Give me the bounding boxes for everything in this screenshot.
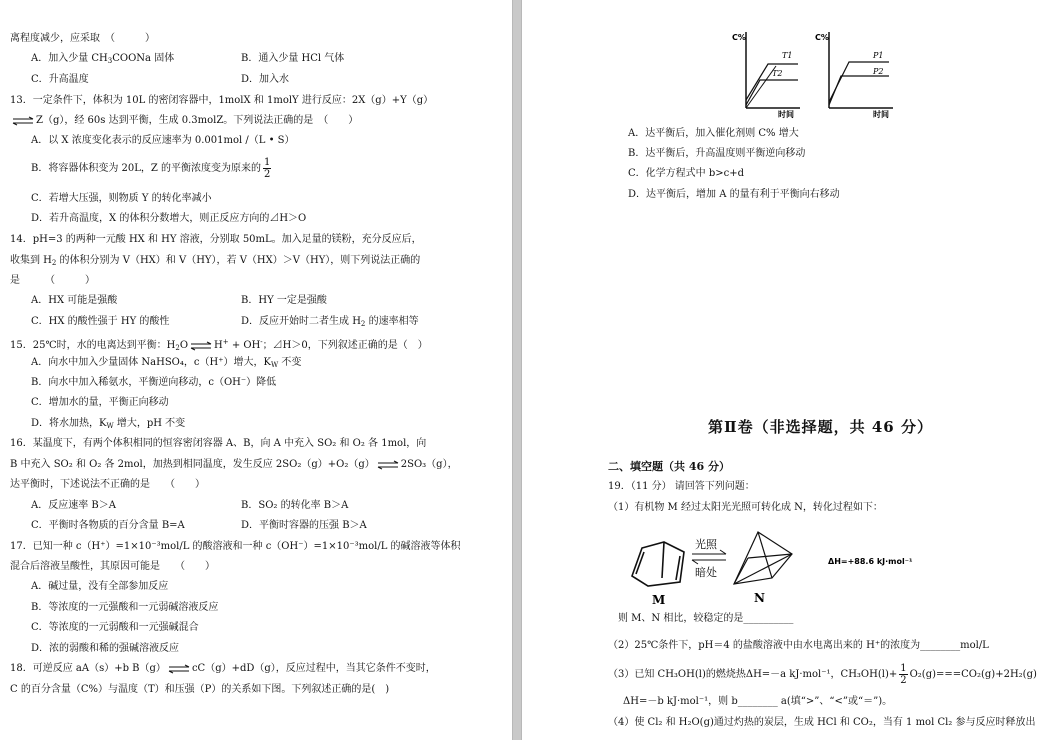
option-d: D．若升高温度，X 的体积分数增大，则正反应方向的⊿H＞O [31, 213, 307, 224]
fraction [899, 663, 907, 686]
subscript: 2 [360, 320, 366, 328]
fraction [263, 157, 271, 180]
question-14-line3: 是 （ ） [10, 275, 95, 286]
molecule-m-structure [632, 542, 684, 586]
superscript: - [260, 338, 263, 346]
option-text: D．反应开始时二者生成 H [241, 316, 361, 327]
option-text: B．将容器体积变为 20L，Z 的平衡浓度变为原来的 [31, 163, 262, 174]
option-text: D．将水加热，K [31, 418, 107, 429]
option-c: C．HX 的酸性强于 HY 的酸性 [31, 316, 170, 327]
subscript: W [106, 422, 114, 430]
text: 收集到 H [10, 255, 52, 266]
option-a [31, 357, 301, 371]
text: cC（g）+dD（g），反应过程中，当其它条件不变时， [191, 663, 436, 674]
page-gutter [512, 0, 522, 740]
fraction-denominator: 2 [900, 675, 907, 686]
option-d: D．平衡时容器的压强 B＞A [241, 520, 367, 531]
option-b: B．向水中加入稀氨水，平衡逆向移动，c（OH⁻）降低 [31, 377, 277, 388]
equilibrium-arrow-icon [168, 665, 190, 673]
option-c: C．等浓度的一元弱酸和一元强碱混合 [31, 622, 199, 633]
question-19: 19．（11 分） 请回答下列问题： [608, 481, 755, 492]
y-axis-label: C% [815, 33, 829, 42]
fraction-numerator: 1 [264, 157, 271, 168]
question-19-part3 [608, 663, 1037, 686]
option-c: C．若增大压强，则物质 Y 的转化率减小 [31, 193, 212, 204]
option-d: D．加入水 [241, 74, 290, 85]
option-d: D．浓的弱酸和稀的强碱溶液反应 [31, 643, 180, 654]
series-label-upper: P1 [873, 51, 884, 60]
text: （3）已知 CH₃OH(l)的燃烧热ΔH=－a kJ·mol⁻¹，CH₃OH(l)+ [608, 669, 898, 680]
option-a: A．达平衡后，加入催化剂则 C% 增大 [628, 128, 799, 139]
question-14: 14．pH=3 的两种一元酸 HX 和 HY 溶液，分别取 50mL。加入足量的镁粉，充分反应后， [10, 234, 422, 245]
option-b [31, 157, 273, 180]
right-page [522, 0, 1052, 740]
text: ；⊿H＞0，下列叙述正确的是（ ） [262, 340, 428, 351]
series-label-upper: T1 [782, 51, 793, 60]
question-14-line2 [10, 255, 420, 269]
question-15 [10, 336, 428, 354]
molecule-n-structure [734, 532, 792, 584]
option-text: A．加入少量 CH [31, 53, 108, 64]
option-c: C．平衡时各物质的百分含量 B=A [31, 520, 185, 531]
question-16-line3: 达平衡时，下述说法不正确的是 （ ） [10, 479, 205, 490]
option-d [241, 316, 419, 330]
subscript: W [270, 361, 279, 369]
option-b: B．达平衡后，升高温度则平衡逆向移动 [628, 148, 806, 159]
enthalpy-label: ΔH=+88.6 kJ·mol⁻¹ [828, 557, 913, 566]
y-axis-label: C% [732, 33, 746, 42]
option-b: B．SO₂ 的转化率 B＞A [241, 500, 349, 511]
option-text: 的速率相等 [365, 316, 419, 327]
option-text: A．向水中加入少量固体 NaHSO₄，c（H⁺）增大，K [31, 357, 271, 368]
text: 15．25℃时，水的电离达到平衡：H [10, 340, 176, 351]
equilibrium-arrow-icon [12, 117, 34, 125]
option-a: A．碱过量，没有全部参加反应 [31, 581, 169, 592]
section-2-title: 第Ⅱ卷（非选择题，共 46 分） [708, 418, 933, 436]
series-label-lower: P2 [873, 67, 884, 76]
text: B 中充入 SO₂ 和 O₂ 各 2mol，加热到相同温度，发生反应 2SO₂（g）+O₂（g） [10, 459, 375, 470]
question-18 [10, 663, 436, 675]
question-13: 13．一定条件下，体积为 10L 的密闭容器中，1molX 和 1molY 进行反应：2X（g）+Y（g） [10, 95, 434, 106]
option-b: B．等浓度的一元强酸和一元弱碱溶液反应 [31, 602, 219, 613]
option-text: COONa 固体 [112, 53, 175, 64]
option-d: D．达平衡后，增加 A 的量有利于平衡向右移动 [628, 189, 840, 200]
option-text: 增大，pH 不变 [113, 418, 186, 429]
question-17-line2: 混合后溶液呈酸性，其原因可能是 （ ） [10, 561, 215, 572]
x-axis-label: 时间 [778, 110, 794, 119]
question-16-line2 [10, 459, 458, 471]
fraction-denominator: 2 [264, 169, 271, 180]
option-b: B．HY 一定是强酸 [241, 295, 327, 306]
equilibrium-arrow-icon [377, 461, 399, 469]
question-19-part1-answer: 则 M、N 相比，较稳定的是__________ [618, 613, 794, 624]
text: 的体积分别为 V（HX）和 V（HY），若 V（HX）＞V（HY），则下列说法正确的 [56, 255, 421, 266]
text: 18．可逆反应 aA（s）+b B（g） [10, 663, 166, 674]
text: H [214, 340, 223, 351]
left-page [0, 0, 512, 740]
text: 2SO₃（g）， [400, 459, 458, 470]
c-percent-vs-time-pressure-graph [815, 30, 895, 118]
subscript: 2 [51, 259, 57, 267]
question-19-part1: （1）有机物 M 经过太阳光光照可转化成 N，转化过程如下： [608, 502, 883, 513]
fraction-numerator: 1 [900, 663, 907, 674]
option-c: C．升高温度 [31, 74, 89, 85]
x-axis-label: 时间 [873, 110, 889, 119]
option-a: A．HX 可能是强酸 [31, 295, 118, 306]
reversible-arrow-icon [692, 550, 726, 564]
text: O₂(g)===CO₂(g)+2H₂(g) [909, 669, 1037, 680]
molecule-m-label: M [652, 593, 666, 607]
text: Z（g），经 60s 达到平衡，生成 0.3molZ。下列说法正确的是 （ ） [36, 115, 359, 126]
option-b: B．通入少量 HCl 气体 [241, 53, 345, 64]
question-16: 16．某温度下，有两个体积相同的恒容密闭容器 A、B，向 A 中充入 SO₂ 和 O₂ 各 1mol，向 [10, 438, 427, 449]
question-19-part4: （4）使 Cl₂ 和 H₂O(g)通过灼热的炭层，生成 HCl 和 CO₂，当有 1 mol Cl₂ 参与反应时释放出 [608, 717, 1036, 728]
question-18-line2: C 的百分含量（C%）与温度（T）和压强（P）的关系如下图。下列叙述正确的是( ) [10, 684, 390, 695]
option-a [31, 53, 174, 67]
option-d [31, 418, 185, 432]
arrow-condition-bottom: 暗处 [695, 566, 717, 579]
arrow-condition-top: 光照 [695, 538, 717, 551]
reaction-scheme [618, 524, 913, 607]
subscript: 2 [175, 344, 180, 352]
option-a: A．以 X 浓度变化表示的反应速率为 0.001mol /（L • S） [31, 135, 295, 146]
equilibrium-arrow-icon [190, 342, 212, 350]
fill-in-section-title: 二、填空题（共 46 分） [608, 460, 730, 473]
superscript: + [222, 338, 229, 346]
option-c: C．增加水的量，平衡正向移动 [31, 397, 169, 408]
question-19-part2: （2）25℃条件下，pH＝4 的盐酸溶液中由水电离出来的 H⁺的浓度为________mol/L [608, 640, 989, 651]
c-percent-vs-time-temperature-graph [732, 30, 802, 118]
question-13-line2 [10, 115, 358, 127]
question-19-part3-line2: ΔH=－b kJ·mol⁻¹，则 b________ a(填“>”、“<”或“＝”)。 [623, 696, 893, 707]
molecule-n-label: N [754, 591, 765, 605]
text: + OH [228, 340, 261, 351]
option-a: A．反应速率 B＞A [31, 500, 116, 511]
text-line: 离程度减少，应采取 （ ） [10, 33, 155, 44]
subscript: 3 [107, 57, 113, 65]
option-c: C．化学方程式中 b>c+d [628, 168, 744, 179]
option-text: 不变 [278, 357, 302, 368]
series-label-lower: T2 [772, 69, 783, 78]
question-17: 17．已知一种 c（H⁺）=1×10⁻³mol/L 的酸溶液和一种 c（OH⁻）=1×10⁻³mol/L 的碱溶液等体积 [10, 541, 461, 552]
text: O [179, 340, 189, 351]
